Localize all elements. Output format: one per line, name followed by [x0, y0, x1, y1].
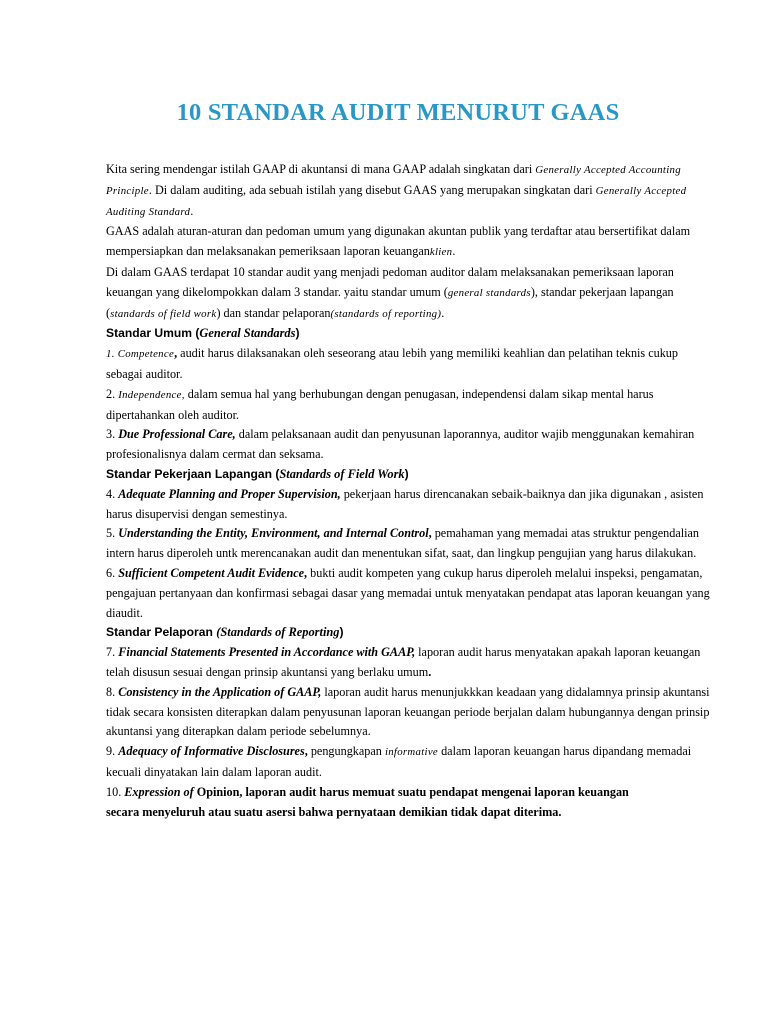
item-text: audit harus dilaksanakan oleh seseorang atau lebih yang memiliki keahlian dan pelatihan teknis cukup sebagai auditor.: [106, 346, 678, 381]
item-text: laporan audit harus menunjukkkan keadaan yang didalamnya prinsip akuntansi tidak secara konsisten diterapkan dalam penyusunan laporan keuangan periode berjalan dalam hubungannya dengan prinsip akuntansi yang diterapkan dalam periode sebelumnya.: [106, 684, 710, 739]
item-separator: ,: [174, 346, 181, 361]
standard-item-6: [106, 564, 710, 623]
section-label-english: General Standards: [199, 326, 296, 341]
document-body: [106, 160, 710, 822]
item-number: 6.: [106, 565, 119, 580]
intro-term-general: general standards: [447, 286, 531, 299]
section-label: ): [339, 625, 344, 640]
section-label: ): [295, 326, 300, 341]
intro-text: Kita sering mendengar istilah GAAP di akuntansi di mana GAAP adalah singkatan dari: [106, 162, 536, 176]
item-term: Expression of: [124, 784, 194, 799]
section-label: Standar Umum (: [106, 326, 200, 341]
intro-term-fieldwork: standards of field work: [110, 307, 217, 320]
item-term: Adequate Planning and Proper Supervision,: [118, 486, 341, 501]
item-number: 2.: [106, 386, 119, 401]
intro-text: Di dalam GAAS terdapat 10 standar audit yang menjadi pedoman auditor dalam melaksanakan pemeriksaan laporan keuangan yang dikelompokkan dalam 3 standar. yaitu standar umum (: [106, 264, 674, 299]
item-term: Adequacy of Informative Disclosures: [118, 744, 305, 759]
item-separator: ,: [304, 565, 308, 580]
item-text: dalam pelaksanaan audit dan penyusunan laporannya, auditor wajib menggunakan kemahiran profesionalisnya dalam cermat dan seksama.: [106, 427, 695, 462]
item-term: 1. Competence: [106, 348, 175, 361]
intro-text: ), standar pekerjaan lapangan (: [106, 284, 674, 320]
item-text: Opinion, laporan audit harus memuat suatu pendapat mengenai laporan keuangan: [193, 784, 629, 799]
item-number: 5.: [106, 526, 119, 541]
standard-item-9: [106, 742, 710, 783]
item-term: Financial Statements Presented in Accordance with GAAP,: [118, 645, 416, 660]
standard-item-2: [106, 385, 710, 426]
item-separator: ,: [304, 744, 308, 759]
item-number: 3.: [106, 427, 119, 442]
section-label-english: (Standards of Reporting: [216, 625, 340, 640]
intro-paragraph-2: [106, 222, 710, 263]
item-term: Independence,: [118, 388, 185, 401]
item-term: Understanding the Entity, Environment, and Internal Control: [118, 526, 429, 541]
standard-item-3: [106, 425, 710, 465]
standard-item-4: [106, 485, 710, 525]
item-text: dalam semua hal yang berhubungan dengan penugasan, independensi dalam sikap mental harus dipertahankan oleh auditor.: [106, 386, 654, 422]
item-text: laporan audit harus menyatakan apakah laporan keuangan telah disusun sesuai dengan prinsip akuntansi yang berlaku umum: [106, 645, 701, 679]
item-number: 9.: [106, 744, 119, 759]
intro-term-gaap: Generally Accepted Accounting Principle: [106, 164, 681, 197]
section-label-english: Standards of Field Work: [279, 466, 405, 481]
intro-term-klien: klien: [429, 246, 453, 259]
intro-text: .: [452, 244, 456, 259]
intro-text: ) dan standar pelaporan: [216, 305, 331, 320]
standard-item-8: [106, 683, 710, 742]
standard-item-7: [106, 643, 710, 683]
item-text: secara menyeluruh atau suatu asersi bahwa pernyataan demikian tidak dapat diterima.: [106, 804, 562, 819]
item-number: 7.: [106, 645, 119, 660]
section-heading-reporting: [106, 623, 710, 643]
item-number: 8.: [106, 684, 119, 699]
page-title: 10 STANDAR AUDIT MENURUT GAAS: [176, 99, 620, 126]
item-number: 10.: [106, 784, 125, 799]
section-heading-general: [106, 324, 710, 344]
item-text: pengungkapan: [307, 744, 385, 759]
intro-paragraph-1: [106, 160, 710, 222]
item-term: Sufficient Competent Audit Evidence: [118, 565, 305, 580]
item-separator: ,: [428, 526, 432, 541]
item-text: pemahaman yang memadai atas struktur pengendalian intern harus diperoleh untk merencanakan audit dan menentukan sifat, saat, dan lingkup pengujian yang harus dilakukan.: [106, 526, 700, 561]
section-heading-fieldwork: [106, 465, 710, 485]
item-term: Consistency in the Application of GAAP,: [118, 684, 322, 699]
item-end-mark: .: [428, 664, 432, 679]
item-number: 4.: [106, 486, 119, 501]
section-label: Standar Pekerjaan Lapangan (: [106, 466, 280, 481]
intro-paragraph-3: [106, 263, 710, 324]
item-text: dalam laporan keuangan harus dipandang memadai kecuali dinyatakan lain dalam laporan audit.: [106, 744, 692, 779]
standard-item-10: [106, 783, 710, 823]
standard-item-5: [106, 524, 710, 564]
section-label: Standar Pelaporan: [106, 625, 217, 640]
intro-text: . Di dalam auditing, ada sebuah istilah yang disebut GAAS yang merupakan singkatan dari: [148, 182, 596, 197]
section-label: ): [404, 466, 409, 481]
item-text: pekerjaan harus direncanakan sebaik-baiknya dan jika digunakan , asisten harus disupervisi dengan semestinya.: [106, 486, 704, 521]
intro-text: .: [441, 305, 445, 320]
intro-term-reporting: (standards of reporting): [330, 307, 442, 320]
intro-text: .: [190, 203, 194, 218]
standard-item-1: [106, 344, 710, 385]
intro-text: GAAS adalah aturan-aturan dan pedoman umum yang digunakan akuntan publik yang terdaftar atau bersertifikat dalam mempersiapkan dan melaksanakan pemeriksaan laporan keuangan: [106, 224, 691, 259]
intro-term-gaas: Generally Accepted Auditing Standard: [106, 184, 687, 218]
item-term: Due Professional Care,: [118, 427, 236, 442]
item-term-secondary: informative: [384, 746, 439, 759]
item-text: bukti audit kompeten yang cukup harus diperoleh melalui inspeksi, pengamatan, pengajuan pertanyaan dan konfirmasi sebagai dasar yang memadai untuk menyatakan pendapat atas laporan keuangan yang diaudit.: [106, 565, 710, 620]
